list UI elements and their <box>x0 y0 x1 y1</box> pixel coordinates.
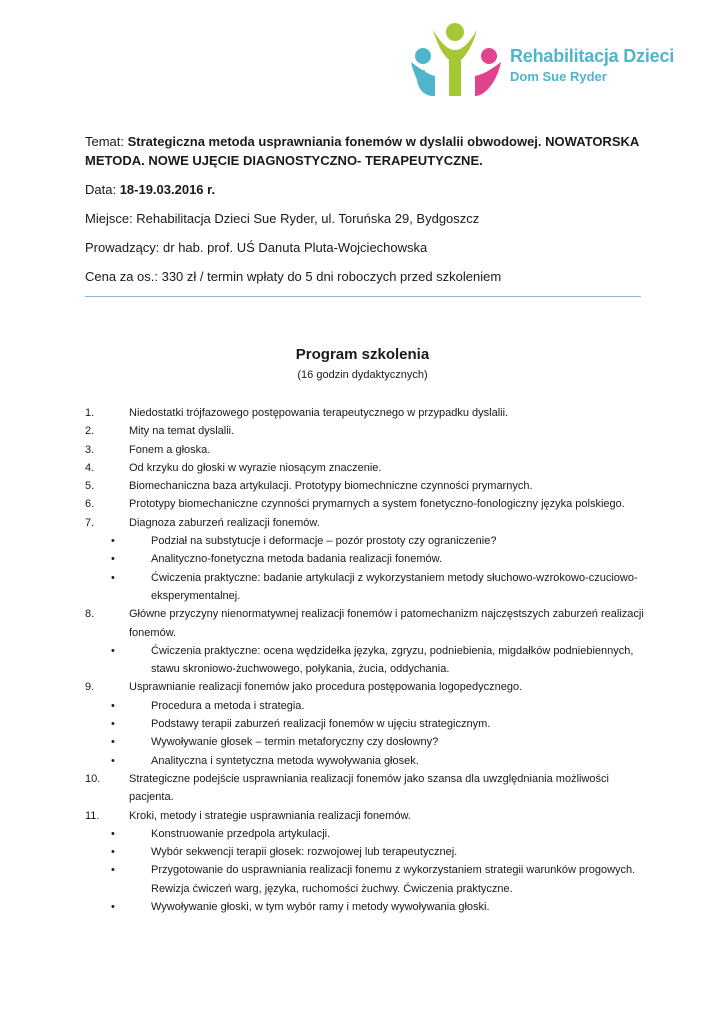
price-line: Cena za os.: 330 zł / termin wpłaty do 5 dni roboczych przed szkoleniem <box>85 269 502 284</box>
program-subitem <box>85 898 645 916</box>
program-item-text: Strategiczne podejście usprawniania realizacji fonemów jako szansa dla uwzględniania możliwości pacjenta. <box>129 772 609 804</box>
program-item-number: 1. <box>85 407 95 419</box>
bullet-icon: • <box>111 571 115 584</box>
program-subitem <box>85 861 645 898</box>
bullet-icon: • <box>111 644 115 657</box>
lecturer-line: Prowadzący: dr hab. prof. UŚ Danuta Pluta-Wojciechowska <box>85 240 428 255</box>
program-item <box>85 514 645 532</box>
program-item <box>85 495 645 513</box>
topic-text: Strategiczna metoda usprawniania fonemów w dyslalii obwodowej. NOWATORSKA METODA. NOWE UJĘCIE DIAGNOSTYCZNO- TERAPEUTYCZNE. <box>85 134 639 168</box>
program-item <box>85 605 645 642</box>
program-item-number: 3. <box>85 443 95 456</box>
program-item-text: Główne przyczyny nienormatywnej realizacji fonemów i patomechanizm najczęstszych zaburzeń realizacji fonemów. <box>129 608 644 639</box>
bullet-icon: • <box>111 901 115 914</box>
program-item-number: 4. <box>85 461 95 474</box>
program-item-text: Od krzyku do głoski w wyrazie niosącym znaczenie. <box>129 461 382 474</box>
program-subitem-text: Podział na substytucje i deformacje – pozór prostoty czy ograniczenie? <box>151 535 497 548</box>
organization-logo <box>405 22 705 102</box>
program-subitem <box>85 550 645 568</box>
place-line: Miejsce: Rehabilitacja Dzieci Sue Ryder, ul. Toruńska 29, Bydgoszcz <box>85 211 480 226</box>
program-subitem-text: Ćwiczenia praktyczne: ocena wędzidełka języka, zgryzu, podniebienia, migdałków podniebiennych, stawu skroniowo-żuchwowego, połykania, żucia, oddychania. <box>151 644 634 676</box>
logo-subtitle: Dom Sue Ryder <box>510 69 607 84</box>
bullet-icon: • <box>111 718 115 731</box>
topic-label: Temat: <box>85 134 128 149</box>
program-item-text: Mity na temat dyslalii. <box>129 425 235 438</box>
program-item-text: Fonem a głoska. <box>129 443 211 456</box>
program-item-text: Kroki, metody i strategie usprawniania realizacji fonemów. <box>129 809 411 822</box>
date-value: 18-19.03.2016 r. <box>119 182 216 197</box>
program-subitem <box>85 752 645 770</box>
bullet-icon: • <box>111 864 115 877</box>
program-subitem-text: Procedura a metoda i strategia. <box>151 699 305 712</box>
program-subitem-text: Wywoływanie głoski, w tym wybór ramy i metody wywoływania głoski. <box>151 901 490 914</box>
program-item-text: Usprawnianie realizacji fonemów jako procedura postępowania logopedycznego. <box>129 681 523 694</box>
logo-title: Rehabilitacja Dzieci <box>510 46 675 66</box>
program-item-text: Prototypy biomechaniczne czynności prymarnych a system fonetyczno-fonologiczny języka polskiego. <box>129 498 625 511</box>
program-subitem-text: Konstruowanie przedpola artykulacji. <box>151 827 331 840</box>
program-item-number: 7. <box>85 516 95 529</box>
program-item <box>85 770 645 807</box>
program-subitem-text: Analityczno-fonetyczna metoda badania realizacji fonemów. <box>151 553 443 566</box>
bullet-icon: • <box>111 754 115 767</box>
program-subitem-text: Wybór sekwencji terapii głosek: rozwojowej lub terapeutycznej. <box>151 846 458 859</box>
bullet-icon: • <box>111 846 115 859</box>
bullet-icon: • <box>111 553 115 566</box>
date-label: Data: <box>85 182 120 197</box>
training-info <box>85 132 645 286</box>
program-subitem <box>85 843 645 861</box>
program-subitem <box>85 697 645 715</box>
program-subitem-text: Analityczna i syntetyczna metoda wywoływania głosek. <box>151 754 419 767</box>
program-subitem-text: Ćwiczenia praktyczne: badanie artykulacji z wykorzystaniem metody słuchowo-wzrokowo-czuciowo-eksperymentalnej. <box>151 571 638 602</box>
program-item <box>85 422 645 440</box>
program-item <box>85 441 645 459</box>
program-subitem <box>85 825 645 843</box>
bullet-icon: • <box>111 699 115 712</box>
program-item-number: 11. <box>85 809 100 822</box>
program-item-number: 9. <box>85 681 95 694</box>
section-divider <box>85 296 641 297</box>
program-item <box>85 459 645 477</box>
bullet-icon: • <box>111 827 115 840</box>
program-item-text: Niedostatki trójfazowego postępowania terapeutycznego w przypadku dyslalii. <box>129 407 509 419</box>
program-item <box>85 678 645 696</box>
topic-line <box>85 132 645 170</box>
program-subitem-text: Wywoływanie głosek – termin metaforyczny czy dosłowny? <box>151 736 439 749</box>
program-item <box>85 807 645 825</box>
program-item-number: 6. <box>85 498 95 511</box>
program-subitem <box>85 733 645 751</box>
program-subitem <box>85 642 645 679</box>
program-item <box>85 477 645 495</box>
program-subitem-text: Przygotowanie do usprawniania realizacji fonemu z wykorzystaniem strategii warunków progowych. Rewizja ćwiczeń warg, języka, ruchomości żuchwy. Ćwiczenia praktyczne. <box>151 864 636 895</box>
bullet-icon: • <box>111 535 115 548</box>
program-subitem-text: Podstawy terapii zaburzeń realizacji fonemów w ujęciu strategicznym. <box>151 718 491 731</box>
program-item-number: 5. <box>85 480 95 493</box>
program-subtitle: (16 godzin dydaktycznych) <box>297 369 428 381</box>
program-item-number: 8. <box>85 608 95 621</box>
logo-figures-graphic <box>405 22 505 102</box>
program-subitem <box>85 715 645 733</box>
date-line <box>85 180 645 199</box>
program-list <box>85 404 645 916</box>
program-item-number: 10. <box>85 772 101 785</box>
program-item-number: 2. <box>85 425 95 438</box>
program-item <box>85 404 645 422</box>
program-item-text: Diagnoza zaburzeń realizacji fonemów. <box>129 516 320 529</box>
program-subitem <box>85 532 645 550</box>
program-title: Program szkolenia <box>295 346 430 363</box>
bullet-icon: • <box>111 736 115 749</box>
program-item-text: Biomechaniczna baza artykulacji. Prototypy biomechniczne czynności prymarnych. <box>129 480 533 493</box>
program-subitem <box>85 569 645 606</box>
